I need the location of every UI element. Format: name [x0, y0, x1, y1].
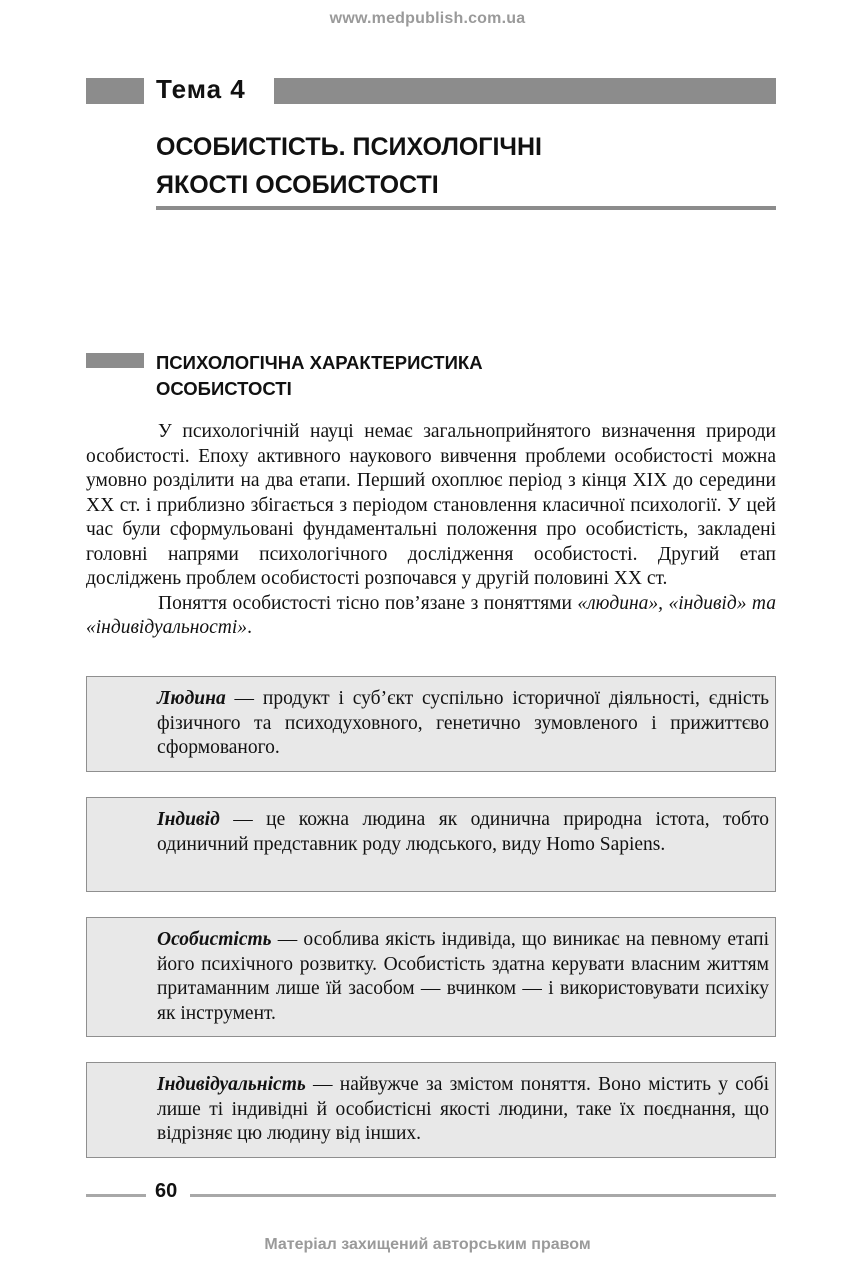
topic-bar-right: [274, 78, 776, 104]
section-heading-bar: [86, 353, 144, 368]
site-url: www.medpublish.com.ua: [329, 10, 526, 27]
definition-box-individuality: [86, 1062, 776, 1158]
definition-term: Людина: [157, 688, 226, 709]
body-text: [86, 420, 776, 641]
page-number: 60: [155, 1180, 178, 1202]
chapter-title-line-2: ЯКОСТІ ОСОБИСТОСТІ: [156, 171, 439, 199]
section-heading: [156, 350, 776, 402]
definition-text: — найвужче за змістом поняття. Воно містить у собі лише ті індивідні й особистісні якості людини, таке їх поєднання, що відрізняє цю людину від інших.: [157, 1074, 769, 1144]
paragraph-2-lead: Поняття особистості тісно пов’язане з поняттями: [158, 592, 578, 614]
definition-text: — це кожна людина як одинична природна істота, тобто одиничний представник роду людського, виду Homo Sapiens.: [157, 809, 769, 855]
definition-term: Особистість: [157, 929, 272, 950]
paragraph-2: [86, 592, 776, 641]
footer-rule-left: [86, 1194, 146, 1197]
paragraph-1: У психологічній науці немає загальноприйнятого визначення природи особистості. Епоху активного наукового вивчення проблеми особистості можна умовно розділити на два етапи. Перший охоплює період з кінця XIX до середини XX ст. і приблизно збігається з періодом становлення класичної психології. У цей час були сформульовані фундаментальні положення про особистість, закладені головні напрями психологічного дослідження особистості. Другий етап досліджень проблем особистості розпочався у другій половині XX ст.: [86, 421, 776, 589]
section-heading-line-1: ПСИХОЛОГІЧНА ХАРАКТЕРИСТИКА: [156, 352, 483, 373]
topic-bar-left: [86, 78, 144, 104]
definition-term: Індивід: [157, 809, 220, 830]
topic-label: Тема 4: [156, 74, 246, 104]
copyright-notice: Матеріал захищений авторським правом: [264, 1236, 591, 1253]
definition-box-individual: [86, 797, 776, 892]
chapter-title-line-1: ОСОБИСТІСТЬ. ПСИХОЛОГІЧНІ: [156, 133, 542, 161]
footer-rule-right: [190, 1194, 776, 1197]
section-heading-line-2: ОСОБИСТОСТІ: [156, 378, 292, 399]
paragraph-2-terms: «людина», «індивід» та «індивідуальності»: [86, 592, 776, 638]
definition-text: — особлива якість індивіда, що виникає на певному етапі його психічного розвитку. Особистість здатна керувати власним життям притаманним лише їй засобом — вчинком — і використовувати психіку як інструмент.: [157, 929, 769, 1024]
definition-box-personality: [86, 917, 776, 1037]
definition-text: — продукт і суб’єкт суспільно історичної діяльності, єдність фізичного та психодуховного, генетично зумовленого і прижиттєво сформованого.: [157, 688, 769, 758]
definition-box-people: [86, 676, 776, 772]
chapter-title: [156, 128, 776, 204]
definition-term: Індивідуальність: [157, 1074, 306, 1095]
chapter-title-underline: [156, 206, 776, 210]
paragraph-2-end: .: [247, 617, 252, 638]
